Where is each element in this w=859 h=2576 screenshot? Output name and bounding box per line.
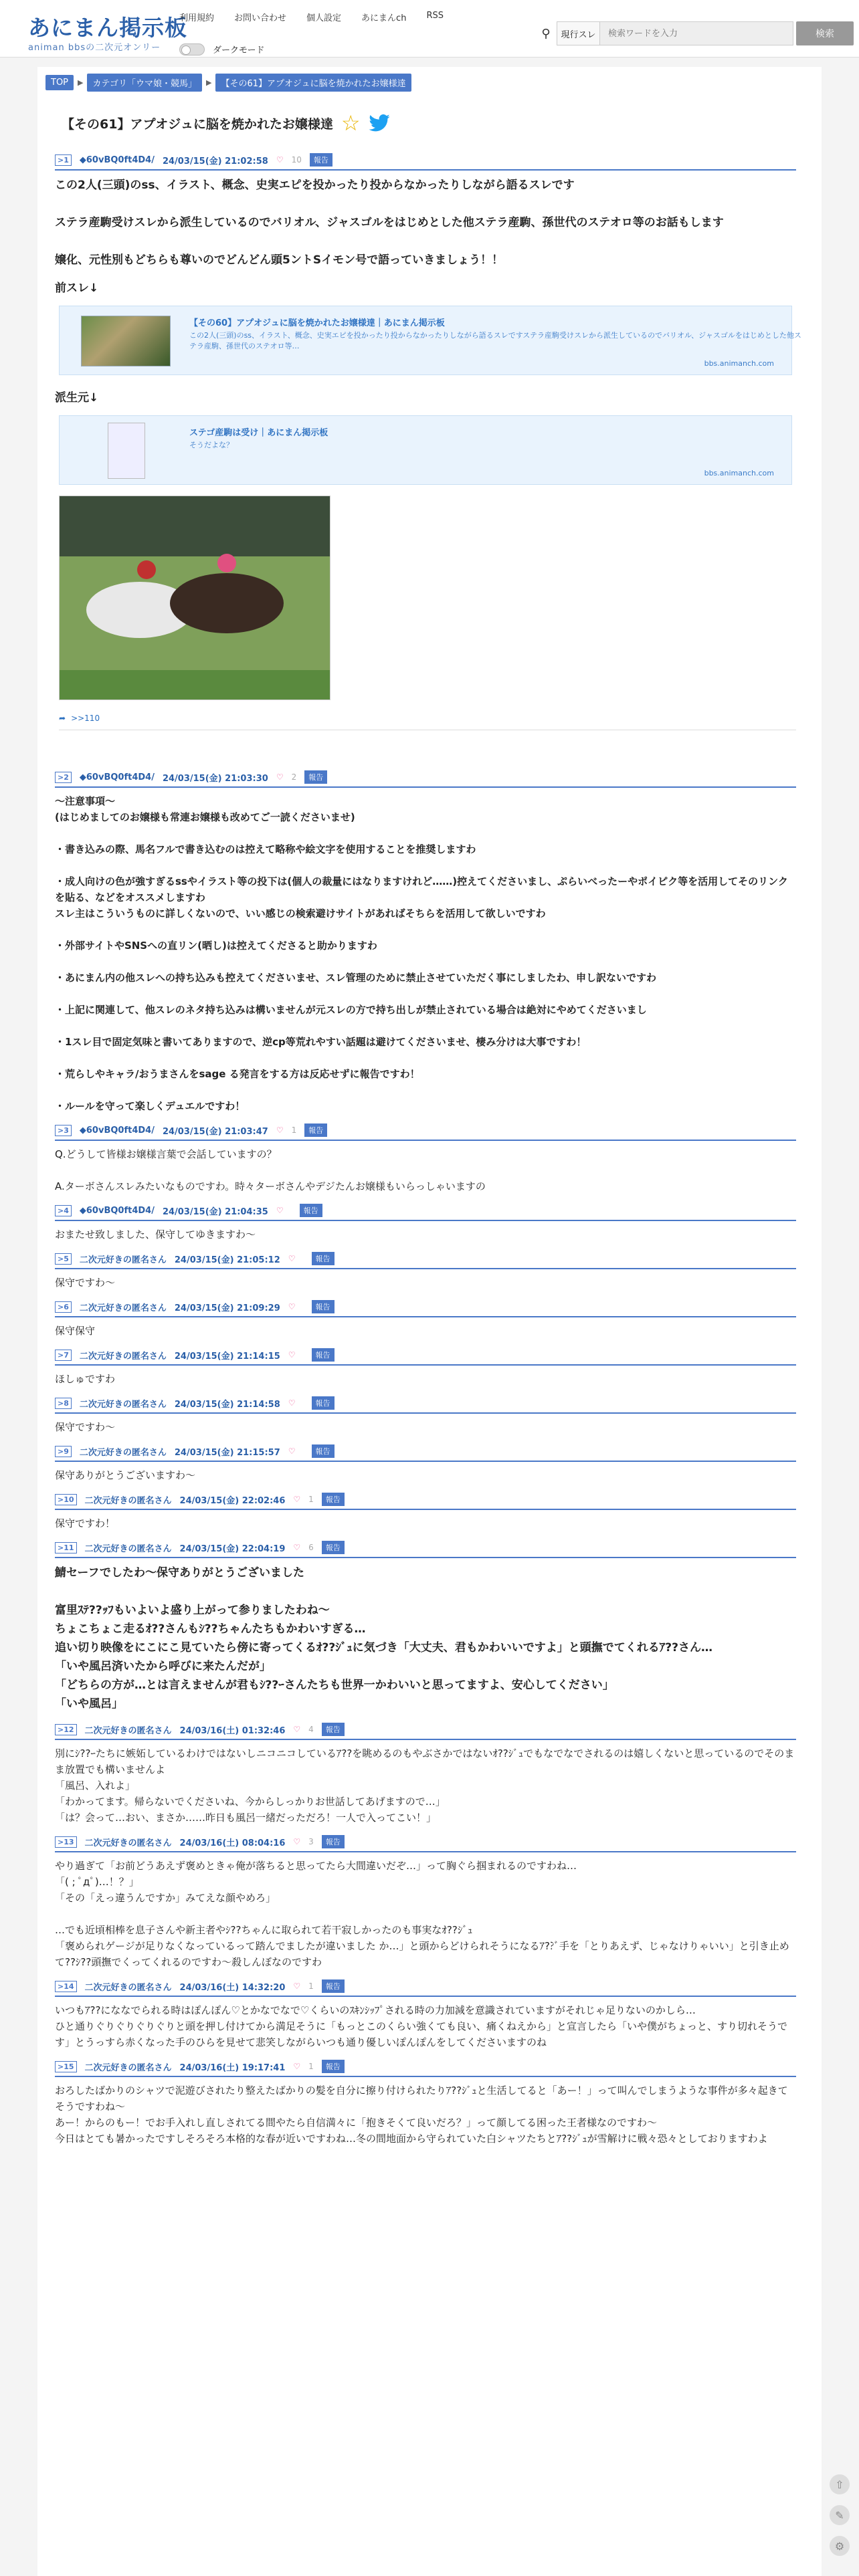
breadcrumb-separator-icon: ▶ (205, 78, 212, 87)
post-number[interactable]: >3 (55, 1125, 72, 1136)
link-host: bbs.animanch.com (704, 359, 774, 368)
report-button[interactable]: 報告 (312, 1300, 335, 1313)
poster-name: ◆60vBQ0ft4D4/ (79, 1205, 155, 1216)
poster-name: ◆60vBQ0ft4D4/ (79, 1125, 155, 1136)
report-button[interactable]: 報告 (322, 1541, 345, 1554)
poster-name: 二次元好きの匿名さん (84, 1725, 172, 1736)
like-count: 1 (308, 1981, 314, 1991)
post-header (55, 1723, 796, 1740)
logo-subtitle: animan bbsの二次元オンリー (28, 43, 161, 53)
thread-title: 【その61】アプオジュに脳を焼かれたお嬢様達 (62, 116, 333, 132)
post-header (55, 1541, 796, 1558)
edit-icon[interactable]: ✎ (830, 2505, 850, 2525)
post-header (55, 1493, 796, 1510)
post (55, 1252, 796, 1300)
post-number[interactable]: >12 (55, 1724, 77, 1735)
post-date: 24/03/15(金) 21:05:12 (174, 1255, 280, 1265)
heart-icon[interactable]: ♡ (276, 1125, 284, 1135)
post-body: Q.どうして皆様お嬢様言葉で会話していますの？ A.ターボさんスレみたいなものですわ。時々ターボさんやデジたんお嬢様もいらっしゃいますの (55, 1148, 486, 1192)
poster-name: 二次元好きの匿名さん (84, 2062, 172, 2073)
post-number[interactable]: >1 (55, 154, 72, 166)
like-count: 1 (291, 1125, 297, 1135)
link-title: ステゴ産駒は受け｜あにまん掲示板 (189, 428, 328, 438)
post-body: いつもｱ??にななでられる時はぽんぽん♡とかなでなで♡くらいのｽｷﾝｼｯﾌﾟされる時の力加減を意識されていますがそれじゃ足りないのかしら… ひと通りぐりぐりぐりぐりと頭を押し付けてから満足そうに「もっとこのくらい強くても良い、痛くねえから」と宣言したら「いや僕がちょっと、すり切れそうです」とうっすら赤くなった手のひらを見せて悲笑しながらいつも通り優しいぽんぽんをしてくださいますのね (55, 2004, 788, 2048)
heart-icon[interactable]: ♡ (293, 1725, 301, 1734)
link-description: そうだよな？ (189, 441, 233, 449)
heart-icon[interactable]: ♡ (293, 1837, 301, 1846)
post-date: 24/03/15(金) 21:02:58 (162, 156, 268, 167)
like-count: 6 (308, 1543, 314, 1552)
favorite-star-icon[interactable]: ☆ (341, 110, 361, 136)
top-nav (179, 11, 444, 23)
scroll-top-icon[interactable]: ⇧ (830, 2474, 850, 2494)
post-number[interactable]: >4 (55, 1205, 72, 1216)
link-thumbnail (108, 423, 145, 479)
nav-contact-link[interactable]: お問い合わせ (234, 13, 287, 23)
post-body: 別にｼ??ｰたちに嫉妬しているわけではないしニコニコしているｱ??を眺めるのもやぶさかではないｵ??ｼﾞｭでもなでなでされるのは嬉しくないと思っているのでそのまま放置でも構いませんよ 「風呂、入れよ」 「わかってます。帰らないでくださいね、今からしっかりお世話してあげますので…」 「は？会って…おい、まさか……昨日も風呂一緒だっただろ！一人で入ってこい！」 (55, 1747, 795, 1824)
dark-mode-row (179, 43, 264, 56)
post (55, 1396, 796, 1444)
post-header (55, 1252, 796, 1269)
prev-thread-label: 前スレ↓ (55, 282, 99, 295)
like-count: 4 (308, 1725, 314, 1734)
like-count: 1 (308, 1495, 314, 1504)
nav-terms-link[interactable]: 利用規約 (179, 13, 215, 23)
post-date: 24/03/15(金) 21:04:35 (162, 1206, 268, 1217)
heart-icon[interactable]: ♡ (288, 1446, 296, 1456)
post-body: おまたせ致しました、保守してゆきますわ〜 (55, 1228, 256, 1241)
site-header (0, 0, 859, 58)
post-number[interactable]: >15 (55, 2061, 77, 2072)
post-date: 24/03/15(金) 21:14:15 (174, 1351, 280, 1362)
report-button[interactable]: 報告 (312, 1252, 335, 1265)
post-body: 保守ですわ〜 (55, 1277, 116, 1289)
post-body: 保守保守 (55, 1325, 96, 1337)
report-button[interactable]: 報告 (312, 1444, 335, 1458)
post-number[interactable]: >11 (55, 1542, 77, 1553)
poster-name: 二次元好きの匿名さん (84, 1543, 172, 1554)
post (55, 770, 796, 1123)
post (55, 1493, 796, 1541)
post-header (55, 1835, 796, 1852)
prev-thread-link-card[interactable] (59, 306, 801, 375)
breadcrumb-category[interactable]: カテゴリ「ウマ娘・競馬」 (87, 74, 201, 92)
like-count: 1 (308, 2062, 314, 2071)
post-body: ほしゅですわ (55, 1373, 116, 1385)
like-count: 2 (291, 772, 297, 782)
settings-gear-icon[interactable]: ⚙ (830, 2536, 850, 2556)
nav-settings-link[interactable]: 個人設定 (306, 13, 342, 23)
post-date: 24/03/15(金) 21:03:47 (162, 1126, 268, 1137)
post-header (55, 1348, 796, 1366)
post (55, 1348, 796, 1396)
post-number[interactable]: >7 (55, 1350, 72, 1361)
post (55, 1979, 796, 2060)
post-body: この2人(三頭)のss、イラスト、概念、史実エピを投かったり投からなかったりしながら語るスレです ステラ産駒受けスレから派生しているのでバリオル、ジャスゴルをはじめとした他ステラ産駒、孫世代のステオロ等のお話もします 嬢化、元性別もどちらも尊いのでどんどん頭5ントSイモン号で語っていきましょう！！ (55, 179, 724, 267)
post (55, 1835, 796, 1979)
report-button[interactable]: 報告 (322, 2060, 345, 2073)
post-list (45, 153, 814, 2156)
report-button[interactable]: 報告 (312, 1348, 335, 1362)
post (55, 1723, 796, 1835)
breadcrumb-thread[interactable]: 【その61】アプオジュに脳を焼かれたお嬢様達 (215, 74, 411, 92)
post-body: おろしたばかりのシャツで泥遊びされたり整えたばかりの髪を自分に擦り付けられたりｱ??ｼﾞｭと生活してると「あー！」って叫んでしまうような事件が多々起きてそうですわね〜 あー！からのもー！でお手入れし直しされてる間やたら自信満々に「抱きそくて良いだろ？」って顔してる困った王者様なのですわ〜 今日はとても暑かったですしそろそろ本格的な春が近いですわね…冬の間地面から守られていた白シャツたちとｱ??ｼﾞｭが雪解けに戦々恐々としておりますわよ (55, 2084, 788, 2145)
post-header (55, 1300, 796, 1317)
breadcrumb-separator-icon: ▶ (78, 78, 84, 87)
post-number[interactable]: >9 (55, 1446, 72, 1457)
post-date: 24/03/15(金) 22:02:46 (179, 1495, 286, 1506)
post-date: 24/03/16(土) 08:04:16 (179, 1838, 286, 1848)
post-number[interactable]: >14 (55, 1981, 77, 1992)
report-button[interactable]: 報告 (322, 1493, 345, 1506)
poster-name: 二次元好きの匿名さん (79, 1351, 167, 1362)
post-body: 鯖セーフでしたわ〜保守ありがとうございました 富里ｽﾃ??ｯﾌもいよいよ盛り上がって参りましたわね〜 ちょこちょこ走るｵ??さんもｼ??ちゃんたちもかわいすぎる… 追い切り映像をにこにこ見ていたら傍に寄ってくるｵ??ｼﾞｭに気づき「大丈夫、君もかわいいですよ」と頭撫でてくれるｱ??さん… 「いや風呂済いたから呼びに来たんだが」 「どちらの方が…とは言えませんが君もｼ??ｰさんたちも世界一かわいいと思ってますよ、安心してください」 「いや風呂」 (55, 1566, 712, 1711)
twitter-share-icon[interactable] (369, 114, 390, 132)
post-header (55, 1979, 796, 1997)
poster-name: 二次元好きの匿名さん (79, 1447, 167, 1458)
report-button[interactable]: 報告 (322, 1723, 345, 1736)
nav-animanch-link[interactable]: あにまんch (361, 13, 407, 23)
reply-link[interactable] (59, 714, 796, 730)
link-title: 【その60】アプオジュに脳を焼かれたお嬢様達｜あにまん掲示板 (189, 318, 445, 328)
thread-main (37, 67, 822, 2576)
search-icon: ⚲ (541, 26, 551, 41)
logo-title: あにまん掲示板 (28, 15, 187, 41)
poster-name: 二次元好きの匿名さん (79, 1255, 167, 1265)
site-logo[interactable] (28, 16, 187, 53)
post (55, 1123, 796, 1204)
post-number[interactable]: >8 (55, 1398, 72, 1409)
source-thread-link-card[interactable] (59, 415, 792, 485)
heart-icon[interactable]: ♡ (288, 1350, 296, 1360)
post-number[interactable]: >2 (55, 772, 72, 783)
poster-name: 二次元好きの匿名さん (84, 1982, 172, 1993)
link-thumbnail (81, 316, 171, 366)
nav-rss-link[interactable]: RSS (426, 11, 444, 21)
poster-name: ◆60vBQ0ft4D4/ (79, 772, 155, 782)
post-header (55, 1396, 796, 1414)
post-date: 24/03/15(金) 22:04:19 (179, 1543, 286, 1554)
reply-anchor: >>110 (71, 714, 100, 723)
post-date: 24/03/16(土) 14:32:20 (179, 1982, 286, 1993)
post-number[interactable]: >6 (55, 1301, 72, 1313)
post-date: 24/03/16(土) 01:32:46 (179, 1725, 286, 1736)
post-number[interactable]: >5 (55, 1253, 72, 1265)
report-button[interactable]: 報告 (310, 153, 332, 167)
source-thread-label: 派生元↓ (55, 391, 99, 405)
heart-icon[interactable]: ♡ (276, 772, 284, 782)
reply-icon: ➦ (59, 714, 66, 723)
post-body: 保守ありがとうございますわ〜 (55, 1469, 196, 1481)
report-button[interactable]: 報告 (304, 770, 327, 784)
like-count: 10 (291, 155, 302, 165)
post-date: 24/03/15(金) 21:03:30 (162, 773, 268, 784)
report-button[interactable]: 報告 (322, 1835, 345, 1848)
post (55, 2060, 796, 2156)
report-button[interactable]: 報告 (312, 1396, 335, 1410)
post-header (55, 770, 796, 788)
heart-icon[interactable]: ♡ (288, 1254, 296, 1263)
search-input[interactable] (599, 21, 793, 45)
thread-title-row (62, 110, 814, 136)
link-description: この2人(三頭)のss、イラスト、概念、史実エピを投かったり投からなかったりしながら語るスレですステラ産駒受けスレから派生しているのでバリオル、ジャスゴルをはじめとした他ステラ産駒、孫世代のステオロ等… (189, 331, 801, 350)
report-button[interactable]: 報告 (300, 1204, 322, 1217)
breadcrumb (45, 74, 814, 92)
post-body: 〜注意事項〜 (はじめましてのお嬢様も常連お嬢様も改めてご一読くださいませ) ・書き込みの際、馬名フルで書き込むのは控えて略称や絵文字を使用することを推奨しますわ ・成人向けの色が強すぎるssやイラスト等の投下は(個人の裁量にはなりますけれど……)控えてくださいまし、ぷらいべったーやポイピク等を活用してそのリンクを貼る、などをオススメしますわ スレ主はこういうものに詳しくないので、いい感じの検索避けサイトがあればそちらを活用して欲しいですわ ・外部サイトやSNSへの直リン(晒し)は控えてくださると助かりますわ ・あにまん内の他スレへの持ち込みも控えてくださいませ、スレ管理のために禁止させていただく事にしましたわ、申し訳ないですわ ・上記に関連して、他スレのネタ持ち込みは構いませんが元スレの方で持ち出しが禁止されている場合は絶対にやめてくださいまし ・1スレ目で固定気味と書いてありますので、逆cp等荒れやすい話題は避けてくださいませ、棲み分けは大事ですわ！ ・荒らしやキャラ/おうまさんをsage る発言をする方は反応せずに報告ですわ！ ・ルールを守って楽しくデュエルですわ！ (55, 795, 788, 1112)
poster-name: 二次元好きの匿名さん (79, 1399, 167, 1410)
link-host: bbs.animanch.com (704, 469, 774, 477)
heart-icon[interactable]: ♡ (288, 1398, 296, 1408)
post-body: 保守ですわ〜 (55, 1421, 116, 1433)
heart-icon[interactable]: ♡ (293, 1981, 301, 1991)
post-body: 保守ですわ！ (55, 1517, 116, 1529)
poster-name: ◆60vBQ0ft4D4/ (79, 154, 155, 165)
post-body: やり過ぎて「お前どうあえず褒めときゃ俺が落ちると思ってたら大間違いだぞ…」って胸ぐら掴まれるのですわね… 「( ; ﾟдﾟ)…！？」 「その「えっ違うんですか」みてえな顔やめろ」 …でも近頃相棒を息子さんや新主者やｼ??ちゃんに取られて若干寂しかったのも事実なｵ??ｼﾞｭ 「褒められゲージが足りなくなっているって踏んでましたが違いました か…」と頭からどけられそうになるｱ??ﾞ手を「とりあえず、じゃなけりゃいい」と引き止めて??ｼ??頭撫でくってくれるのですわ〜殺しんぼなのですわ (55, 1860, 789, 1968)
post-header (55, 1123, 796, 1141)
post-number[interactable]: >13 (55, 1836, 77, 1848)
post-header (55, 1444, 796, 1462)
heart-icon[interactable]: ♡ (276, 1206, 284, 1215)
poster-name: 二次元好きの匿名さん (84, 1838, 172, 1848)
poster-name: 二次元好きの匿名さん (79, 1303, 167, 1313)
heart-icon[interactable]: ♡ (293, 1543, 301, 1552)
post-date: 24/03/15(金) 21:15:57 (174, 1447, 280, 1458)
post-header (55, 1204, 796, 1221)
dark-mode-toggle[interactable] (179, 43, 205, 56)
poster-name: 二次元好きの匿名さん (84, 1495, 172, 1506)
post (55, 1541, 796, 1723)
post-header (55, 153, 796, 171)
search-bar (535, 21, 854, 45)
post-date: 24/03/15(金) 21:14:58 (174, 1399, 280, 1410)
search-scope-select[interactable]: 現行スレ (557, 21, 599, 45)
post (55, 1444, 796, 1493)
heart-icon[interactable]: ♡ (276, 155, 284, 165)
breadcrumb-top[interactable]: TOP (45, 75, 74, 90)
like-count: 3 (308, 1837, 314, 1846)
post-date: 24/03/15(金) 21:09:29 (174, 1303, 280, 1313)
heart-icon[interactable]: ♡ (293, 2062, 301, 2071)
heart-icon[interactable]: ♡ (288, 1302, 296, 1311)
post (55, 153, 801, 770)
dark-mode-label: ダークモード (213, 45, 265, 56)
post-date: 24/03/16(土) 19:17:41 (179, 2062, 286, 2073)
search-button[interactable]: 検索 (796, 21, 854, 45)
race-photo[interactable] (59, 496, 330, 700)
heart-icon[interactable]: ♡ (293, 1495, 301, 1504)
post-header (55, 2060, 796, 2077)
post-number[interactable]: >10 (55, 1494, 77, 1505)
report-button[interactable]: 報告 (304, 1123, 327, 1137)
post (55, 1300, 796, 1348)
post (55, 1204, 796, 1252)
report-button[interactable]: 報告 (322, 1979, 345, 1993)
